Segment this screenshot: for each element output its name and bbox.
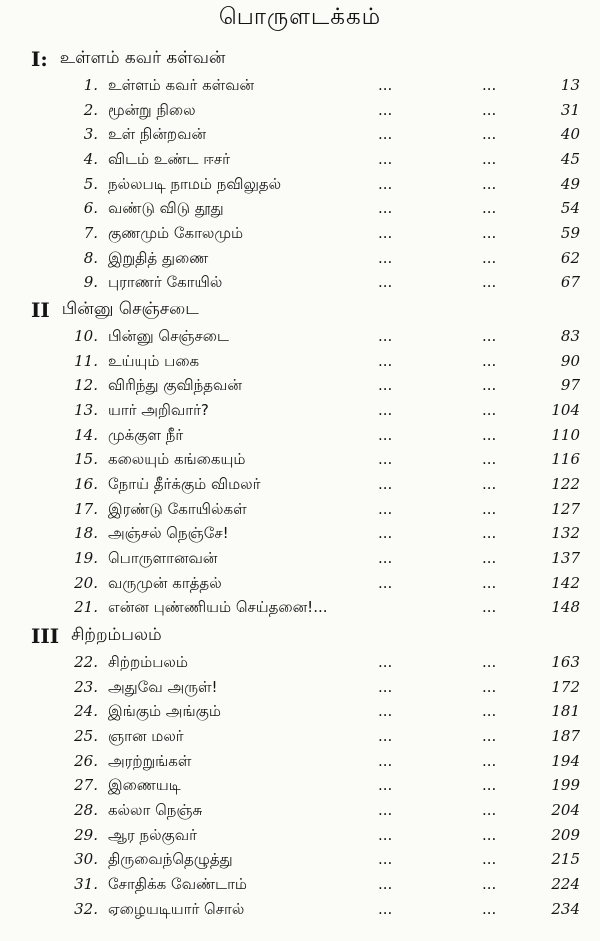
entry-title: இறுதித் துணை (108, 248, 209, 267)
dot-leader: ... (482, 100, 497, 119)
toc-entry[interactable] (0, 546, 600, 570)
toc-entry[interactable] (0, 497, 600, 521)
entry-number: 21. (74, 598, 98, 617)
entry-title: கலையும் கங்கையும் (108, 450, 246, 469)
entry-page: 132 (551, 524, 580, 543)
entry-title: அஞ்சல் நெஞ்சே! (108, 524, 229, 543)
entry-title: குணமும் கோலமும் (108, 223, 244, 242)
entry-title: என்ன புண்ணியம் செய்தனை!... (108, 598, 328, 617)
dot-leader: ... (482, 450, 497, 469)
entry-number: 3. (83, 125, 98, 144)
dot-leader: ... (482, 850, 497, 869)
entry-title: முக்குள நீர் (108, 425, 184, 444)
entry-number: 29. (74, 825, 98, 844)
dot-leader: ... (482, 653, 497, 671)
entry-title: நோய் தீர்க்கும் விமலர் (108, 474, 261, 493)
entry-title: நல்லபடி நாமம் நவிலுதல் (108, 174, 282, 193)
entry-page: 62 (560, 248, 580, 267)
entry-page: 172 (551, 677, 580, 696)
dot-leader: ... (378, 800, 393, 819)
entry-title: ஆர நல்குவர் (108, 825, 197, 844)
entry-number: 23. (74, 677, 98, 696)
dot-leader: ... (378, 327, 393, 345)
dot-leader: ... (378, 76, 393, 94)
dot-leader: ... (378, 702, 393, 721)
dot-leader: ... (378, 499, 393, 518)
dot-leader: ... (482, 874, 497, 893)
entry-page: 137 (551, 548, 580, 567)
entry-number: 11. (74, 351, 98, 370)
dot-leader: ... (482, 702, 497, 721)
entry-number: 12. (74, 376, 98, 395)
entry-page: 83 (560, 327, 580, 345)
toc-entry[interactable] (0, 147, 600, 171)
entry-page: 40 (560, 125, 580, 144)
entry-title: பின்னு செஞ்சடை (108, 327, 229, 345)
entry-page: 199 (551, 776, 580, 795)
toc-entry[interactable] (0, 595, 600, 619)
dot-leader: ... (482, 76, 497, 94)
dot-leader: ... (378, 726, 393, 745)
section-title: சிற்றம்பலம் (71, 625, 162, 645)
toc-entry[interactable] (0, 675, 600, 699)
dot-leader: ... (378, 400, 393, 419)
section-heading (31, 46, 225, 72)
dot-leader: ... (482, 573, 497, 592)
entry-number: 2. (83, 100, 98, 119)
dot-leader: ... (378, 199, 393, 218)
entry-title: சிற்றம்பலம் (108, 653, 188, 671)
dot-leader: ... (482, 400, 497, 419)
entry-title: விரிந்து குவிந்தவன் (108, 376, 242, 395)
dot-leader: ... (482, 598, 497, 617)
section-heading (31, 623, 162, 649)
section-title: உள்ளம் கவர் கள்வன் (59, 48, 226, 68)
dot-leader: ... (482, 677, 497, 696)
entry-page: 49 (560, 174, 580, 193)
toc-entry[interactable] (0, 650, 600, 674)
toc-entry[interactable] (0, 724, 600, 748)
entry-title: யார் அறிவார்? (108, 400, 209, 419)
dot-leader: ... (482, 499, 497, 518)
entry-page: 148 (551, 598, 580, 617)
entry-number: 16. (74, 474, 98, 493)
toc-entry[interactable] (0, 398, 600, 422)
entry-number: 10. (74, 327, 98, 345)
section-number: I: (31, 47, 48, 71)
dot-leader: ... (482, 376, 497, 395)
entry-title: இணையடி (108, 776, 181, 795)
dot-leader: ... (378, 653, 393, 671)
entry-title: உள்ளம் கவர் கள்வன் (108, 76, 255, 94)
dot-leader: ... (378, 351, 393, 370)
dot-leader: ... (482, 125, 497, 144)
dot-leader: ... (378, 548, 393, 567)
dot-leader: ... (482, 248, 497, 267)
entry-page: 181 (551, 702, 580, 721)
entry-number: 1. (83, 76, 98, 94)
dot-leader: ... (482, 548, 497, 567)
entry-title: கல்லா நெஞ்சு (108, 800, 203, 819)
entry-title: அதுவே அருள்! (108, 677, 218, 696)
entry-title: திருவைந்தெழுத்து (108, 850, 233, 869)
toc-entry[interactable] (0, 246, 600, 270)
toc-entry[interactable] (0, 872, 600, 896)
dot-leader: ... (482, 425, 497, 444)
entry-title: உய்யும் பகை (108, 351, 200, 370)
dot-leader: ... (378, 524, 393, 543)
entry-page: 142 (551, 573, 580, 592)
entry-number: 31. (74, 874, 98, 893)
entry-page: 215 (551, 850, 580, 869)
entry-number: 8. (83, 248, 98, 267)
dot-leader: ... (378, 850, 393, 869)
entry-page: 122 (551, 474, 580, 493)
entry-page: 54 (560, 199, 580, 218)
entry-number: 15. (74, 450, 98, 469)
toc-entry[interactable] (0, 897, 600, 921)
dot-leader: ... (482, 524, 497, 543)
toc-entry[interactable] (0, 373, 600, 397)
toc-entry[interactable] (0, 122, 600, 146)
entry-page: 104 (551, 400, 580, 419)
entry-number: 19. (74, 548, 98, 567)
entry-page: 97 (560, 376, 580, 395)
dot-leader: ... (378, 149, 393, 168)
entry-page: 194 (551, 751, 580, 770)
dot-leader: ... (378, 874, 393, 893)
entry-page: 187 (551, 726, 580, 745)
toc-entry[interactable] (0, 98, 600, 122)
entry-page: 45 (560, 149, 580, 168)
toc-entry[interactable] (0, 221, 600, 245)
entry-title: மூன்று நிலை (108, 100, 196, 119)
entry-page: 90 (560, 351, 580, 370)
section-heading (31, 297, 199, 323)
entry-page: 204 (551, 800, 580, 819)
toc-entry[interactable] (0, 447, 600, 471)
entry-page: 234 (551, 899, 580, 918)
dot-leader: ... (482, 199, 497, 218)
entry-title: இங்கும் அங்கும் (108, 702, 221, 721)
entry-number: 20. (74, 573, 98, 592)
dot-leader: ... (378, 573, 393, 592)
section-number: II (31, 298, 50, 322)
toc-entry[interactable] (0, 423, 600, 447)
entry-number: 9. (83, 273, 98, 292)
entry-page: 67 (560, 273, 580, 292)
toc-entry[interactable] (0, 571, 600, 595)
entry-page: 209 (551, 825, 580, 844)
toc-entry[interactable] (0, 472, 600, 496)
dot-leader: ... (378, 125, 393, 144)
entry-number: 4. (83, 149, 98, 168)
entry-number: 28. (74, 800, 98, 819)
entry-page: 31 (560, 100, 580, 119)
dot-leader: ... (482, 223, 497, 242)
dot-leader: ... (482, 776, 497, 795)
dot-leader: ... (378, 450, 393, 469)
toc-entry[interactable] (0, 847, 600, 871)
toc-entry[interactable] (0, 749, 600, 773)
dot-leader: ... (482, 825, 497, 844)
toc-entry[interactable] (0, 349, 600, 373)
entry-title: உள் நின்றவன் (108, 125, 206, 144)
dot-leader: ... (378, 223, 393, 242)
entry-page: 163 (551, 653, 580, 671)
toc-entry[interactable] (0, 773, 600, 797)
entry-number: 32. (74, 899, 98, 918)
toc-entry[interactable] (0, 172, 600, 196)
entry-number: 14. (74, 425, 98, 444)
entry-number: 30. (74, 850, 98, 869)
dot-leader: ... (482, 726, 497, 745)
dot-leader: ... (378, 273, 393, 292)
entry-number: 17. (74, 499, 98, 518)
entry-number: 6. (83, 199, 98, 218)
dot-leader: ... (482, 751, 497, 770)
dot-leader: ... (482, 327, 497, 345)
entry-number: 25. (74, 726, 98, 745)
dot-leader: ... (378, 474, 393, 493)
entry-number: 26. (74, 751, 98, 770)
toc-entry[interactable] (0, 196, 600, 220)
entry-title: அரற்றுங்கள் (108, 751, 192, 770)
dot-leader: ... (378, 174, 393, 193)
entry-page: 127 (551, 499, 580, 518)
entry-number: 7. (83, 223, 98, 242)
section-title: பின்னு செஞ்சடை (61, 299, 199, 319)
toc-entry[interactable] (0, 823, 600, 847)
dot-leader: ... (482, 351, 497, 370)
entry-title: பொருளானவன் (108, 548, 218, 567)
dot-leader: ... (378, 825, 393, 844)
dot-leader: ... (378, 751, 393, 770)
toc-entry[interactable] (0, 521, 600, 545)
page-title: பொருளடக்கம் (218, 4, 382, 30)
dot-leader: ... (482, 474, 497, 493)
toc-entry[interactable] (0, 270, 600, 294)
dot-leader: ... (378, 425, 393, 444)
dot-leader: ... (482, 800, 497, 819)
entry-number: 13. (74, 400, 98, 419)
entry-number: 22. (74, 653, 98, 671)
entry-number: 18. (74, 524, 98, 543)
dot-leader: ... (482, 149, 497, 168)
entry-page: 110 (551, 425, 580, 444)
entry-title: வண்டு விடு தூது (108, 199, 224, 218)
entry-title: சோதிக்க வேண்டாம் (108, 874, 247, 893)
dot-leader: ... (482, 899, 497, 918)
toc-entry[interactable] (0, 73, 600, 97)
dot-leader: ... (482, 273, 497, 292)
toc-entry[interactable] (0, 699, 600, 723)
dot-leader: ... (378, 776, 393, 795)
dot-leader: ... (378, 899, 393, 918)
dot-leader: ... (378, 376, 393, 395)
entry-page: 59 (560, 223, 580, 242)
entry-page: 116 (551, 450, 580, 469)
toc-entry[interactable] (0, 324, 600, 348)
entry-number: 24. (74, 702, 98, 721)
entry-title: ஏழையடியார் சொல் (108, 899, 245, 918)
entry-title: இரண்டு கோயில்கள் (108, 499, 247, 518)
entry-number: 5. (83, 174, 98, 193)
dot-leader: ... (378, 677, 393, 696)
dot-leader: ... (482, 174, 497, 193)
entry-title: புராணர் கோயில் (108, 273, 223, 292)
entry-title: ஞான மலர் (108, 726, 184, 745)
dot-leader: ... (378, 248, 393, 267)
dot-leader: ... (378, 100, 393, 119)
entry-title: வருமுன் காத்தல் (108, 573, 222, 592)
entry-page: 13 (560, 76, 580, 94)
entry-title: விடம் உண்ட ஈசர் (108, 149, 230, 168)
section-number: III (31, 624, 60, 648)
entry-number: 27. (74, 776, 98, 795)
entry-page: 224 (551, 874, 580, 893)
toc-entry[interactable] (0, 798, 600, 822)
